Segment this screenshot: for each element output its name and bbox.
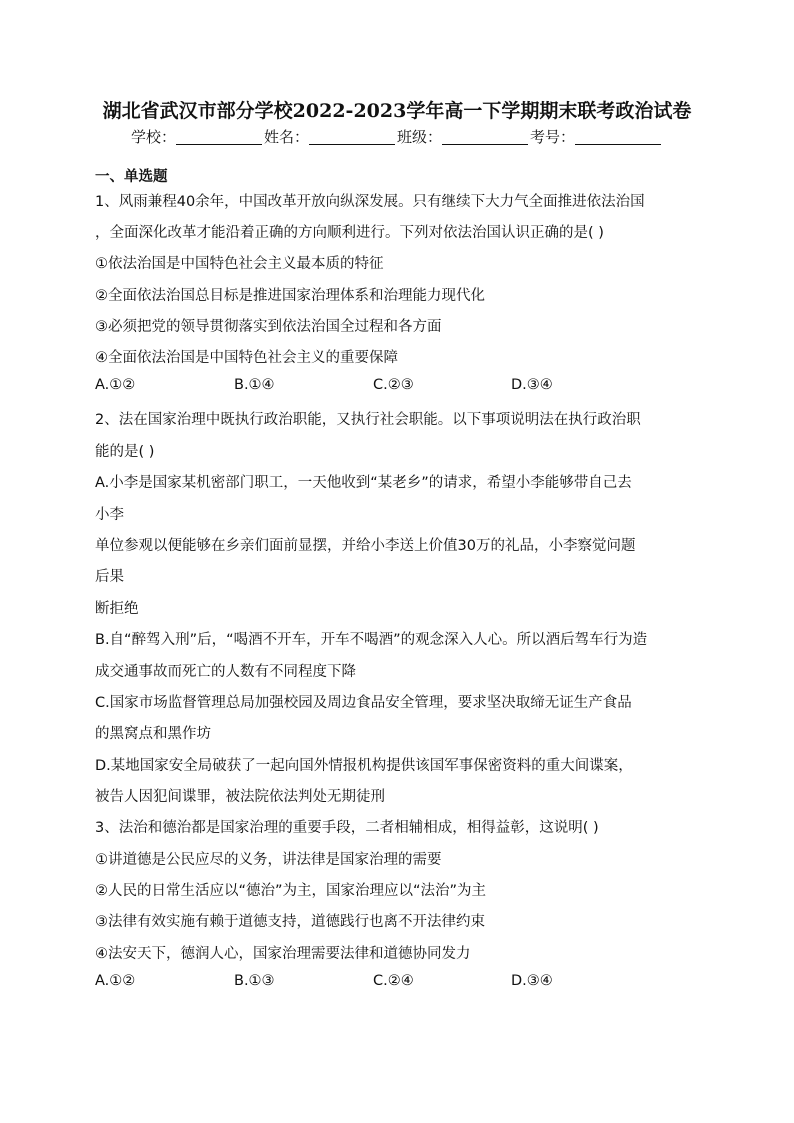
q3-option-c[interactable]: C.②④	[373, 973, 414, 989]
q2-option-b-line-2[interactable]: 成交通事故而死亡的人数有不同程度下降	[95, 664, 356, 680]
name-blank[interactable]	[309, 129, 395, 145]
q1-statement-1: ①依法治国是中国特色社会主义最本质的特征	[95, 256, 384, 272]
q1-statement-2: ②全面依法治国总目标是推进国家治理体系和治理能力现代化	[95, 288, 485, 304]
q1-statement-4: ④全面依法治国是中国特色社会主义的重要保障	[95, 350, 398, 366]
q3-statement-4: ④法安天下，德润人心，国家治理需要法律和道德协同发力	[95, 946, 471, 962]
section-heading: 一、单选题	[95, 169, 168, 185]
q3-statement-3: ③法律有效实施有赖于道德支持，道德践行也离不开法律约束	[95, 914, 485, 930]
q2-stem-line-2: 能的是( )	[95, 444, 155, 460]
q1-stem-line-2: ，全面深化改革才能沿着正确的方向顺利进行。下列对依法治国认识正确的是( )	[95, 225, 604, 241]
q3-statement-2: ②人民的日常生活应以“德治”为主，国家治理应以“法治”为主	[95, 883, 487, 899]
q1-option-c[interactable]: C.②③	[373, 377, 414, 393]
q2-option-d-line-2[interactable]: 被告人因犯间谍罪，被法院依法判处无期徒刑	[95, 789, 385, 805]
number-label: 考号：	[530, 128, 576, 146]
q2-option-a-line-5[interactable]: 断拒绝	[95, 601, 139, 617]
q1-stem-line-1: 1、风雨兼程40余年，中国改革开放向纵深发展。只有继续下大力气全面推进依法治国	[95, 194, 645, 210]
school-blank[interactable]	[176, 129, 262, 145]
q2-option-d-line-1[interactable]: D.某地国家安全局破获了一起向国外情报机构提供该国军事保密资料的重大间谍案，	[95, 758, 633, 774]
q3-statement-1: ①讲道德是公民应尽的义务，讲法律是国家治理的需要	[95, 852, 442, 868]
q2-option-c-line-2[interactable]: 的黑窝点和黑作坊	[95, 726, 211, 742]
class-blank[interactable]	[442, 129, 528, 145]
q3-option-d[interactable]: D.③④	[511, 973, 553, 989]
number-blank[interactable]	[575, 129, 661, 145]
q3-option-b[interactable]: B.①③	[234, 973, 275, 989]
q3-stem-line-1: 3、法治和德治都是国家治理的重要手段，二者相辅相成，相得益彰，这说明( )	[95, 820, 599, 836]
q2-option-a-line-2[interactable]: 小李	[95, 507, 124, 523]
school-label: 学校：	[130, 128, 176, 146]
student-info-row	[0, 126, 794, 147]
exam-title: 湖北省武汉市部分学校2022-2023学年高一下学期期末联考政治试卷	[102, 100, 692, 122]
q2-stem-line-1: 2、法在国家治理中既执行政治职能，又执行社会职能。以下事项说明法在执行政治职	[95, 412, 641, 428]
q2-option-a-line-1[interactable]: A.小李是国家某机密部门职工，一天他收到“某老乡”的请求，希望小李能够带自己去	[95, 475, 632, 491]
name-label: 姓名：	[263, 128, 309, 146]
q2-option-b-line-1[interactable]: B.自“醉驾入刑”后，“喝酒不开车，开车不喝酒”的观念深入人心。所以酒后驾车行为造	[95, 632, 648, 648]
q1-option-a[interactable]: A.①②	[95, 377, 136, 393]
q1-option-d[interactable]: D.③④	[511, 377, 553, 393]
q2-option-a-line-4[interactable]: 后果	[95, 569, 124, 585]
q2-option-a-line-3[interactable]: 单位参观以便能够在乡亲们面前显摆，并给小李送上价值30万的礼品，小李察觉问题	[95, 538, 636, 554]
q1-statement-3: ③必须把党的领导贯彻落实到依法治国全过程和各方面	[95, 319, 442, 335]
q3-option-a[interactable]: A.①②	[95, 973, 136, 989]
class-label: 班级：	[397, 128, 443, 146]
q2-option-c-line-1[interactable]: C.国家市场监督管理总局加强校园及周边食品安全管理，要求坚决取缔无证生产食品	[95, 695, 632, 711]
q1-option-b[interactable]: B.①④	[234, 377, 275, 393]
